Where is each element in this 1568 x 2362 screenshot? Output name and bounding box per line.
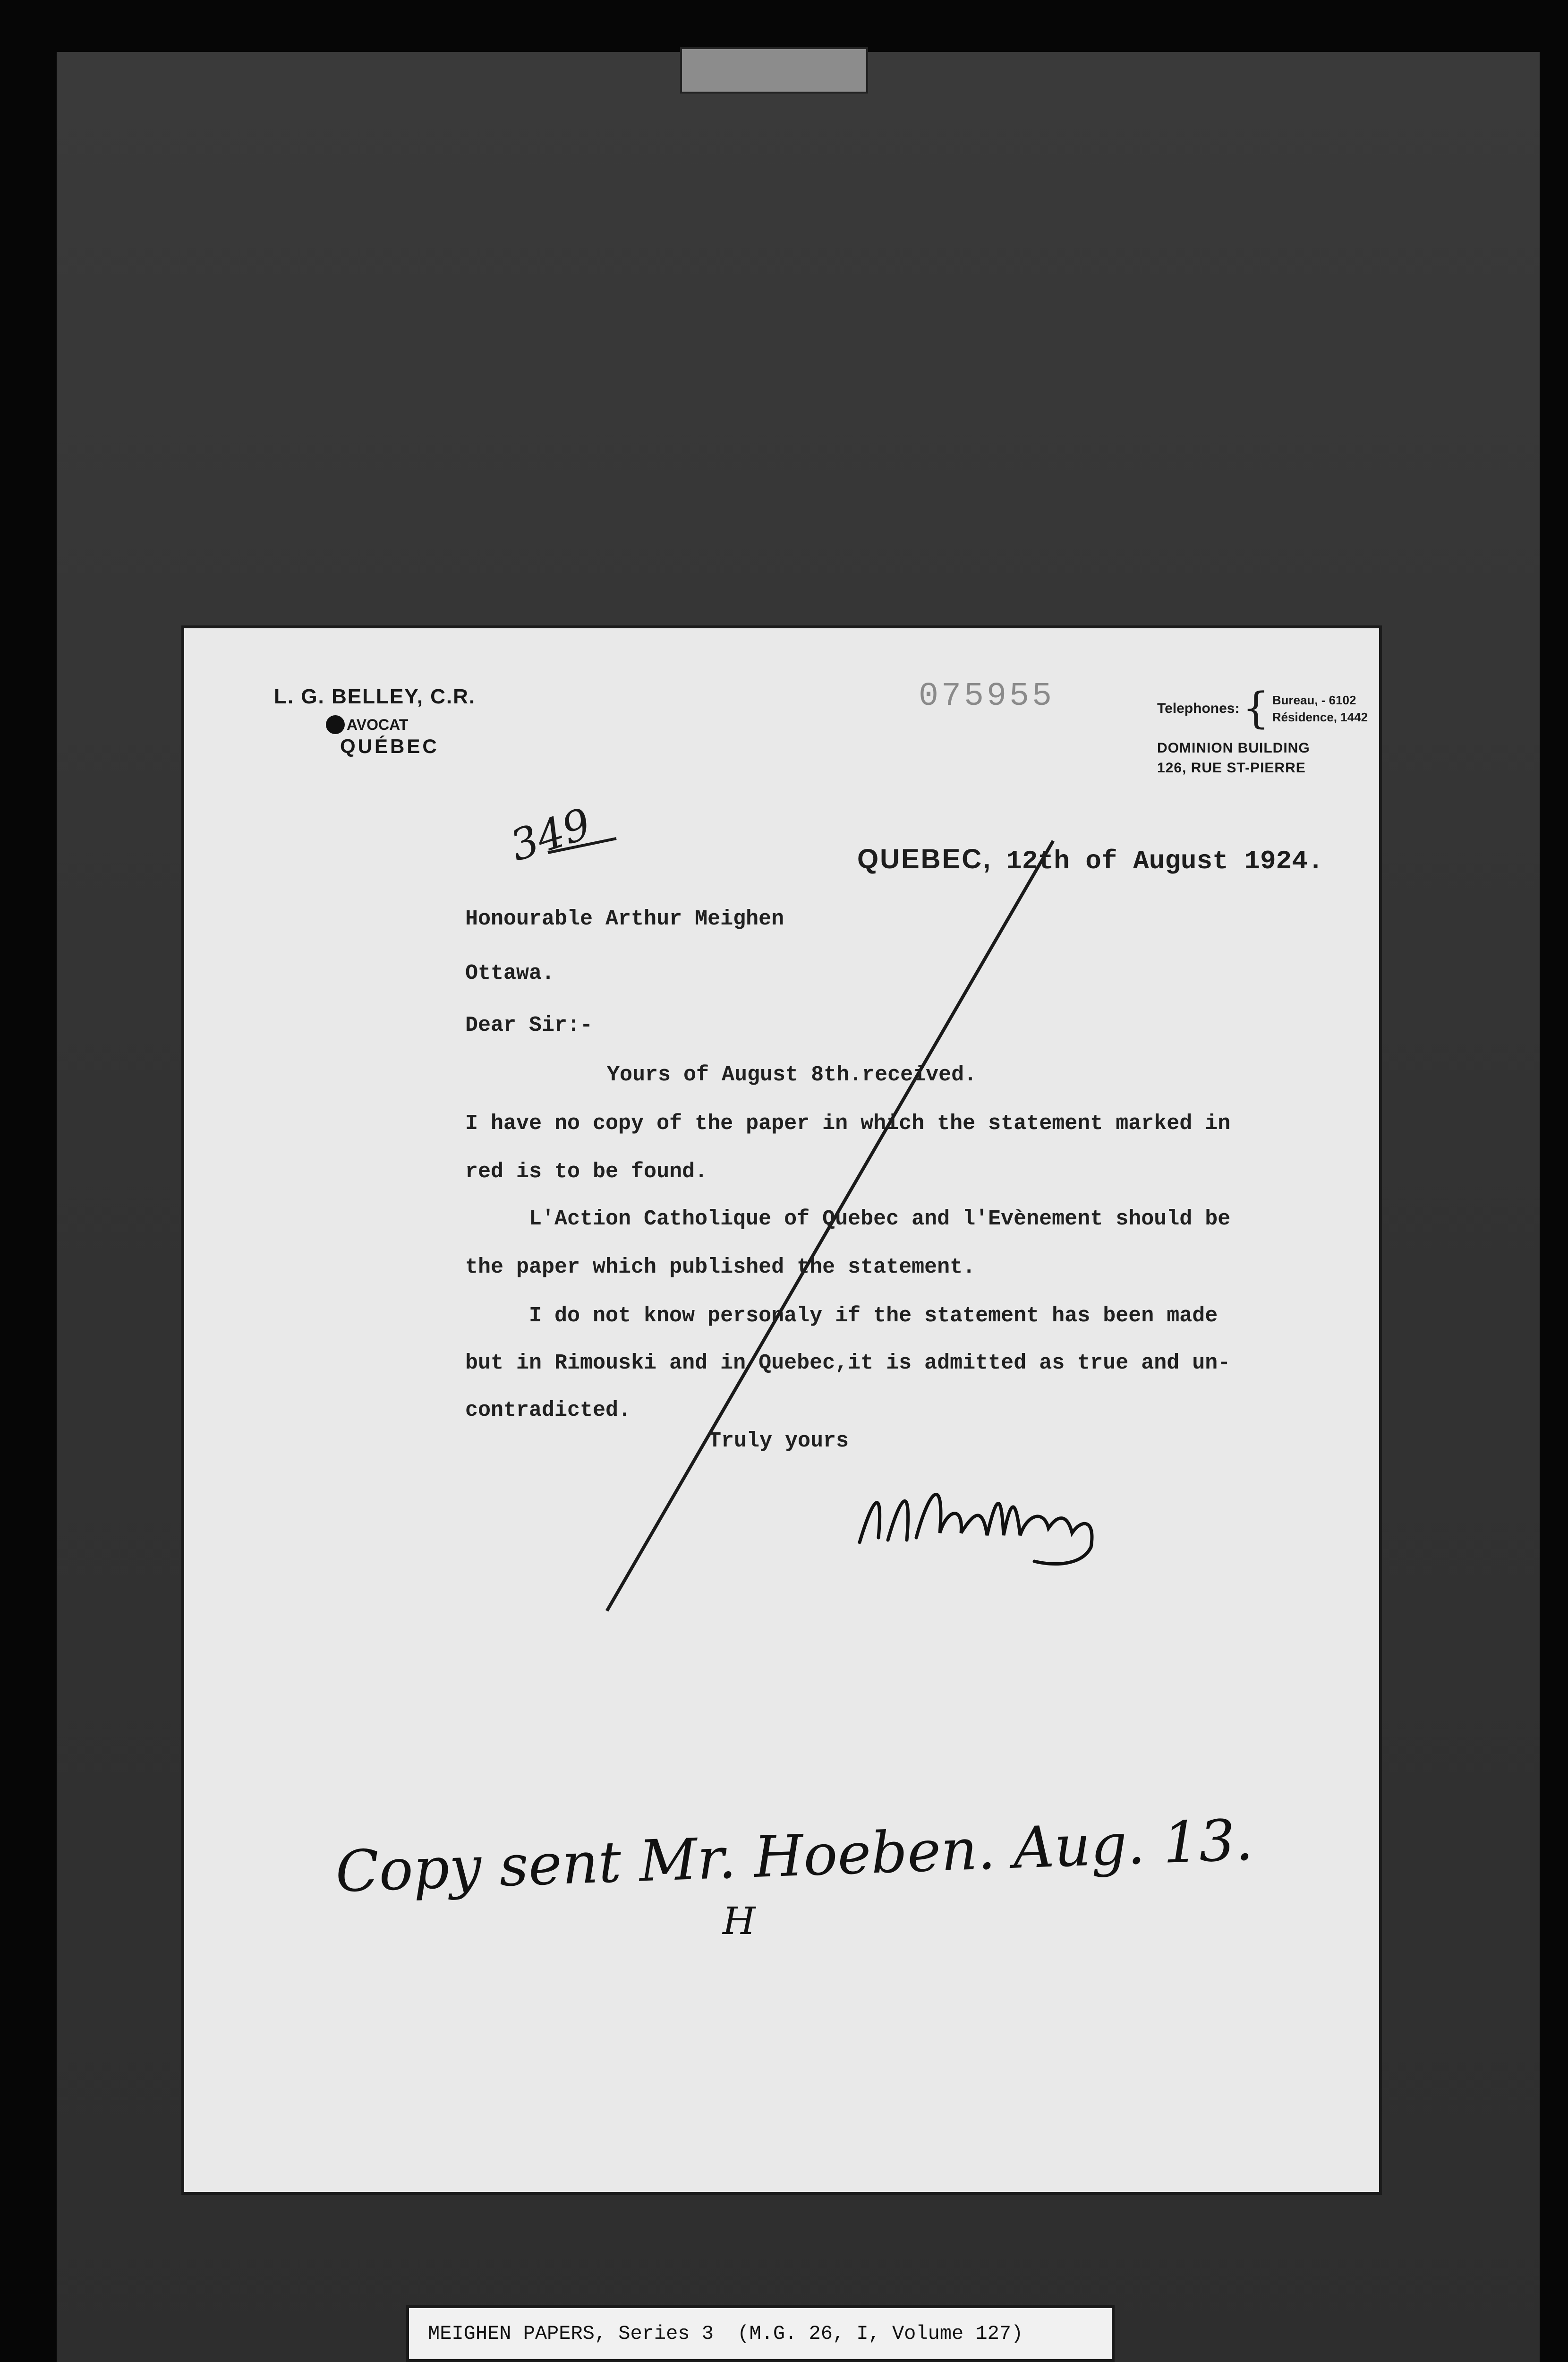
telephones-label: Telephones: xyxy=(1157,701,1240,716)
number-underline xyxy=(548,839,616,853)
mount-tab xyxy=(680,47,868,94)
body-line-2: I have no copy of the paper in which the statement marked in xyxy=(465,1112,1231,1136)
body-line-1: Yours of August 8th.received. xyxy=(607,1063,977,1087)
date-city: QUEBEC, xyxy=(857,844,992,874)
body-line-8: contradicted. xyxy=(465,1398,631,1422)
handwritten-number: 349 xyxy=(504,799,597,871)
body-line-4: L'Action Catholique of Quebec and l'Evènement should be xyxy=(529,1207,1231,1231)
recipient-name: Honourable Arthur Meighen xyxy=(465,907,784,931)
lawyer-name: L. G. BELLEY, C.R. xyxy=(274,685,476,708)
street-address: 126, RUE ST-PIERRE xyxy=(1157,760,1306,776)
document-number-stamp: 075955 xyxy=(919,678,1055,715)
body-line-6: I do not know personaly if the statement has been made xyxy=(529,1304,1218,1328)
series-label: MEIGHEN PAPERS, Series 3 (M.G. 26, I, Volume 127) xyxy=(406,2305,1115,2362)
brace-icon: { xyxy=(1242,684,1270,733)
body-line-7: but in Rimouski and in Quebec,it is admitted as true and un- xyxy=(465,1351,1231,1375)
salutation: Dear Sir:- xyxy=(465,1013,593,1037)
date-line xyxy=(857,843,1323,876)
residence-phone: Résidence, 1442 xyxy=(1272,710,1368,724)
date-text: 12th of August 1924. xyxy=(1006,846,1324,876)
recipient-city: Ottawa. xyxy=(465,961,555,985)
bureau-phone: Bureau, - 6102 xyxy=(1272,693,1356,707)
closing: Truly yours xyxy=(708,1429,849,1453)
handwritten-initials: H xyxy=(723,1899,756,1943)
signature-icon xyxy=(845,1457,1152,1580)
building-name: DOMINION BUILDING xyxy=(1157,740,1310,756)
letter-sheet xyxy=(184,628,1379,2192)
body-line-3: red is to be found. xyxy=(465,1160,708,1184)
handwritten-note: Copy sent Mr. Hoeben. Aug. 13. xyxy=(334,1807,1254,1905)
lawyer-title: AVOCAT xyxy=(347,716,409,733)
body-line-5: the paper which published the statement. xyxy=(465,1255,976,1279)
letterhead-city: QUÉBEC xyxy=(340,735,439,757)
